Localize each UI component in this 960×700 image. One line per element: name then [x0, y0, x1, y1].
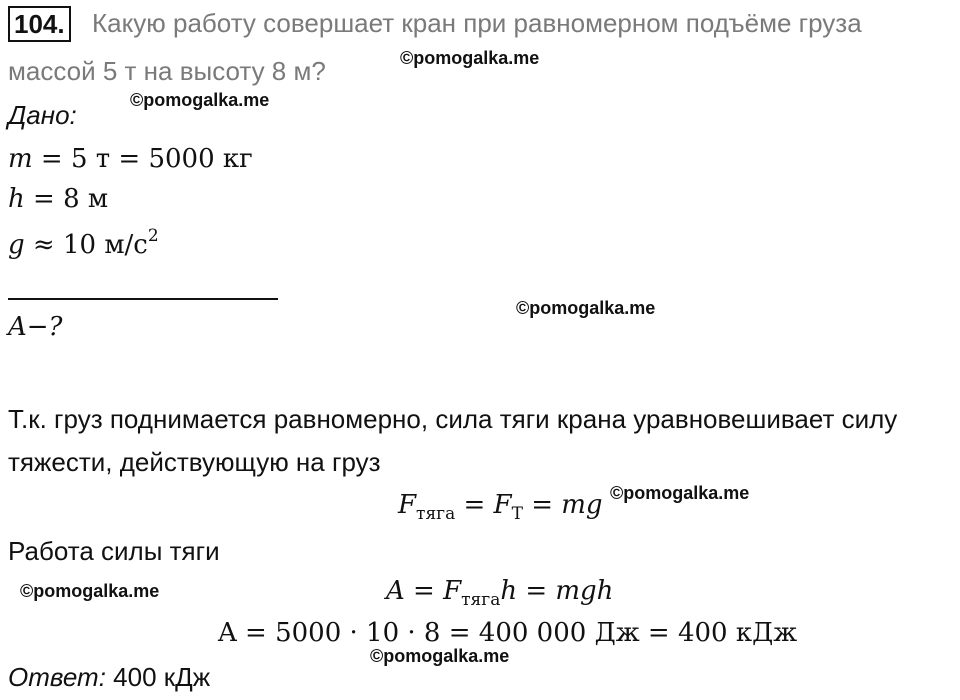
watermark: ©pomogalka.me — [516, 298, 656, 318]
find-unknown: A−? — [8, 312, 63, 342]
watermark: ©pomogalka.me — [370, 646, 510, 666]
given-height: h = 8 м — [8, 184, 109, 214]
problem-text-line2: массой 5 т на высоту 8 м? — [8, 56, 326, 86]
given-divider — [8, 298, 278, 300]
given-gravity-value: ≈ 10 м/с — [24, 230, 148, 260]
given-title: Дано: — [8, 100, 77, 130]
equation-work-end: h = mgh — [500, 576, 614, 606]
given-gravity-exponent: 2 — [147, 226, 159, 246]
watermark: ©pomogalka.me — [130, 90, 270, 110]
solution-text-line1: Т.к. груз поднимается равномерно, сила тяги крана уравновешивает силу — [8, 404, 898, 434]
watermark: ©pomogalka.me — [20, 581, 160, 601]
given-height-value: = 8 м — [24, 184, 109, 214]
subscript-t: T — [511, 504, 523, 524]
watermark: ©pomogalka.me — [400, 48, 540, 68]
problem-text-line1: Какую работу совершает кран при равномерном подъёме груза — [92, 8, 862, 38]
given-gravity: g ≈ 10 $м/с^2$ — [8, 226, 159, 260]
answer — [8, 662, 210, 693]
equation-computation: A = 5000 · 10 · 8 = 400 000 Дж = 400 кДж — [218, 618, 798, 648]
answer-label: Ответ: — [8, 662, 106, 692]
given-mass: m = 5 т = 5000 кг — [8, 144, 253, 174]
subscript-tyaga-2: тяга — [461, 590, 501, 610]
equation-work: $A = F_{тяга}h$ = mgh — [386, 576, 614, 610]
answer-value: 400 кДж — [105, 662, 211, 692]
equation-forces: $F_{тяга} = F_T$ = mg — [398, 490, 603, 524]
solution-text-line2: тяжести, действующую на груз — [8, 447, 381, 477]
equation-forces-rest: = mg — [522, 490, 603, 520]
given-mass-value: = 5 т = 5000 кг — [32, 144, 253, 174]
watermark: ©pomogalka.me — [610, 483, 750, 503]
subscript-tyaga: тяга — [416, 504, 456, 524]
problem-number: 104. — [8, 6, 71, 42]
solution-text-line3: Работа силы тяги — [8, 536, 220, 566]
